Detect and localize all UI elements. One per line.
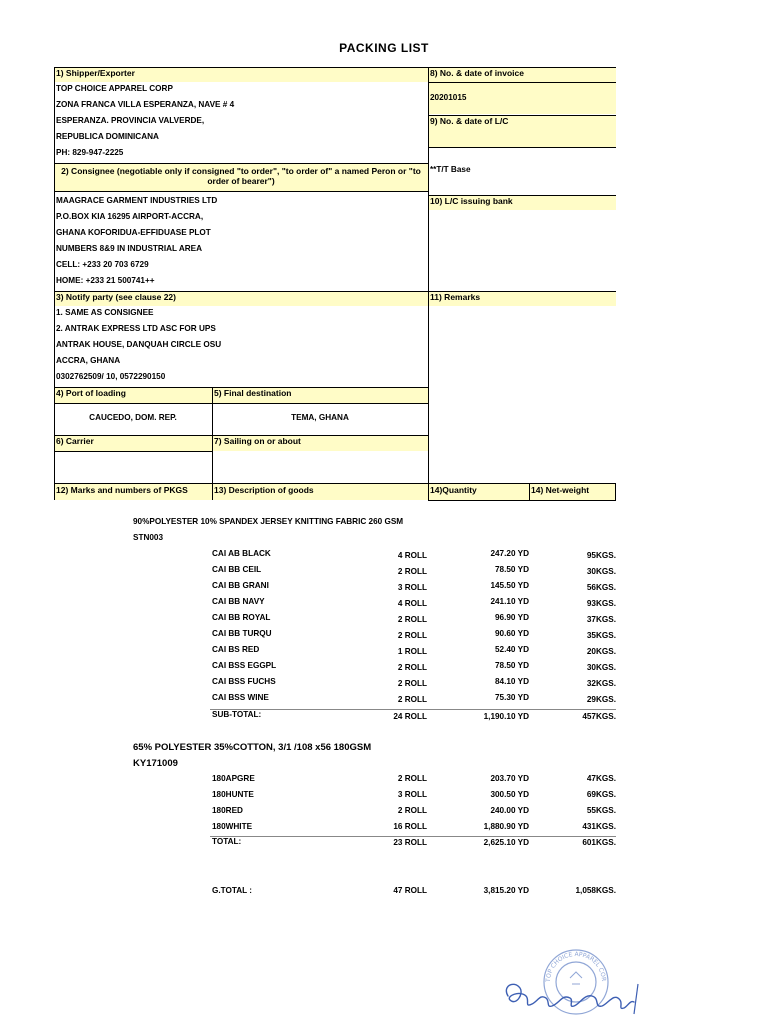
notify-line: ANTRAK HOUSE, DANQUAH CIRCLE OSU (56, 340, 222, 349)
item-weight: 37KGS. (586, 615, 616, 624)
item-yards: 145.50 YD (490, 581, 529, 590)
item-weight: 30KGS. (586, 663, 616, 672)
tt-base: **T/T Base (430, 165, 471, 174)
shipper-line: ESPERANZA. PROVINCIA VALVERDE, (56, 116, 205, 125)
consignee-line: GHANA KOFORIDUA-EFFIDUASE PLOT (56, 228, 211, 237)
item-name: CAI BB GRANI (212, 581, 269, 590)
item-rolls: 2 ROLL (397, 695, 427, 704)
lc-bank-label: 10) L/C issuing bank (428, 195, 616, 210)
grand-total-label: G.TOTAL : (212, 886, 253, 895)
carrier-label: 6) Carrier (54, 435, 212, 451)
port-loading-value: CAUCEDO, DOM. REP. (89, 413, 177, 422)
item-name: CAI BB CEIL (212, 565, 262, 574)
form-grid (54, 67, 616, 500)
item-rolls: 2 ROLL (397, 679, 427, 688)
consignee-line: P.O.BOX KIA 16295 AIRPORT-ACCRA, (56, 212, 204, 221)
item-rolls: 1 ROLL (397, 647, 427, 656)
item-name: 180APGRE (212, 774, 255, 783)
notify-line: 1. SAME AS CONSIGNEE (56, 308, 154, 317)
shipper-label: 1) Shipper/Exporter (54, 67, 428, 82)
group-code: KY171009 (133, 758, 178, 769)
item-rolls: 2 ROLL (397, 631, 427, 640)
item-weight: 93KGS. (586, 599, 616, 608)
item-name: CAI BSS EGGPL (212, 661, 277, 670)
item-name: CAI BB TURQU (212, 629, 272, 638)
item-rolls: 2 ROLL (397, 615, 427, 624)
item-yards: 1,880.90 YD (483, 822, 529, 831)
item-weight: 29KGS. (586, 695, 616, 704)
group-code: STN003 (133, 533, 164, 542)
item-rolls: 2 ROLL (397, 806, 427, 815)
item-name: 180RED (212, 806, 243, 815)
item-weight: 30KGS. (586, 567, 616, 576)
total-weight: 601KGS. (582, 838, 616, 847)
item-name: CAI BSS WINE (212, 693, 269, 702)
item-yards: 52.40 YD (495, 645, 529, 654)
item-name: CAI BSS FUCHS (212, 677, 276, 686)
item-name: CAI BB ROYAL (212, 613, 271, 622)
stamp-icon (490, 944, 608, 1014)
item-yards: 300.50 YD (490, 790, 529, 799)
item-yards: 96.90 YD (495, 613, 529, 622)
col-marks: 12) Marks and numbers of PKGS (54, 483, 212, 500)
final-destination-label: 5) Final destination (212, 387, 428, 403)
invoice-value: 20201015 (430, 93, 467, 102)
item-weight: 55KGS. (586, 806, 616, 815)
port-loading-label: 4) Port of loading (54, 387, 212, 403)
item-rolls: 2 ROLL (397, 774, 427, 783)
item-yards: 240.00 YD (490, 806, 529, 815)
item-yards: 78.50 YD (495, 661, 529, 670)
lc-label: 9) No. & date of L/C (428, 115, 616, 147)
item-name: 180WHITE (212, 822, 253, 831)
item-yards: 247.20 YD (490, 549, 529, 558)
item-name: CAI BB NAVY (212, 597, 265, 606)
notify-line: ACCRA, GHANA (56, 356, 121, 365)
item-name: 180HUNTE (212, 790, 254, 799)
col-quantity: 14)Quantity (428, 483, 529, 500)
page-title: PACKING LIST (339, 41, 429, 55)
item-yards: 78.50 YD (495, 565, 529, 574)
total-label: TOTAL: (212, 837, 242, 846)
grand-total-weight: 1,058KGS. (575, 886, 616, 895)
item-weight: 20KGS. (586, 647, 616, 656)
col-description: 13) Description of goods (212, 483, 428, 500)
total-yards: 2,625.10 YD (483, 838, 529, 847)
consignee-line: CELL: +233 20 703 6729 (56, 260, 149, 269)
item-rolls: 3 ROLL (397, 583, 427, 592)
item-rolls: 4 ROLL (397, 599, 427, 608)
subtotal-label: SUB-TOTAL: (212, 710, 262, 719)
item-rolls: 16 ROLL (393, 822, 427, 831)
item-yards: 241.10 YD (490, 597, 529, 606)
item-name: CAI AB BLACK (212, 549, 271, 558)
sailing-label: 7) Sailing on or about (212, 435, 428, 451)
shipper-line: ZONA FRANCA VILLA ESPERANZA, NAVE # 4 (56, 100, 235, 109)
svg-text:TOP CHOICE APPAREL CORP (490, 944, 607, 983)
notify-line: 0302762509/ 10, 0572290150 (56, 372, 166, 381)
notify-line: 2. ANTRAK EXPRESS LTD ASC FOR UPS (56, 324, 216, 333)
company-stamp-signature (490, 944, 655, 1024)
signature-icon (506, 984, 634, 1008)
item-rolls: 3 ROLL (397, 790, 427, 799)
item-yards: 203.70 YD (490, 774, 529, 783)
consignee-line: MAAGRACE GARMENT INDUSTRIES LTD (56, 196, 218, 205)
item-weight: 47KGS. (586, 774, 616, 783)
item-yards: 84.10 YD (495, 677, 529, 686)
subtotal-rolls: 24 ROLL (393, 712, 427, 721)
item-rolls: 4 ROLL (397, 551, 427, 560)
item-weight: 95KGS. (586, 551, 616, 560)
group-description: 90%POLYESTER 10% SPANDEX JERSEY KNITTING FABRIC 260 GSM (133, 517, 404, 526)
consignee-label: 2) Consignee (negotiable only if consigned "to order", "to order of" a named Peron or "to order of bearer") (54, 163, 428, 191)
shipper-line: REPUBLICA DOMINICANA (56, 132, 159, 141)
item-weight: 32KGS. (586, 679, 616, 688)
consignee-line: NUMBERS 8&9 IN INDUSTRIAL AREA (56, 244, 203, 253)
total-rolls: 23 ROLL (393, 838, 427, 847)
item-rolls: 2 ROLL (397, 663, 427, 672)
item-weight: 56KGS. (586, 583, 616, 592)
shipper-line: PH: 829-947-2225 (56, 148, 124, 157)
notify-label: 3) Notify party (see clause 22) (54, 291, 428, 306)
item-yards: 75.30 YD (495, 693, 529, 702)
invoice-label: 8) No. & date of invoice (428, 67, 616, 82)
shipper-line: TOP CHOICE APPAREL CORP (56, 84, 173, 93)
grand-total-rolls: 47 ROLL (393, 886, 427, 895)
final-destination-value: TEMA, GHANA (291, 413, 349, 422)
item-weight: 431KGS. (582, 822, 616, 831)
grand-total-yards: 3,815.20 YD (483, 886, 529, 895)
remarks-label: 11) Remarks (428, 291, 616, 306)
stamp-text: TOP CHOICE APPAREL COR (544, 950, 608, 983)
item-rolls: 2 ROLL (397, 567, 427, 576)
item-yards: 90.60 YD (495, 629, 529, 638)
consignee-line: HOME: +233 21 500741++ (56, 276, 155, 285)
col-net-weight: 14) Net-weight (529, 483, 616, 500)
item-weight: 69KGS. (586, 790, 616, 799)
item-name: CAI BS RED (212, 645, 260, 654)
subtotal-weight: 457KGS. (582, 712, 616, 721)
subtotal-yards: 1,190.10 YD (483, 712, 529, 721)
item-weight: 35KGS. (586, 631, 616, 640)
group-description: 65% POLYESTER 35%COTTON, 3/1 /108 x56 180GSM (133, 742, 372, 753)
